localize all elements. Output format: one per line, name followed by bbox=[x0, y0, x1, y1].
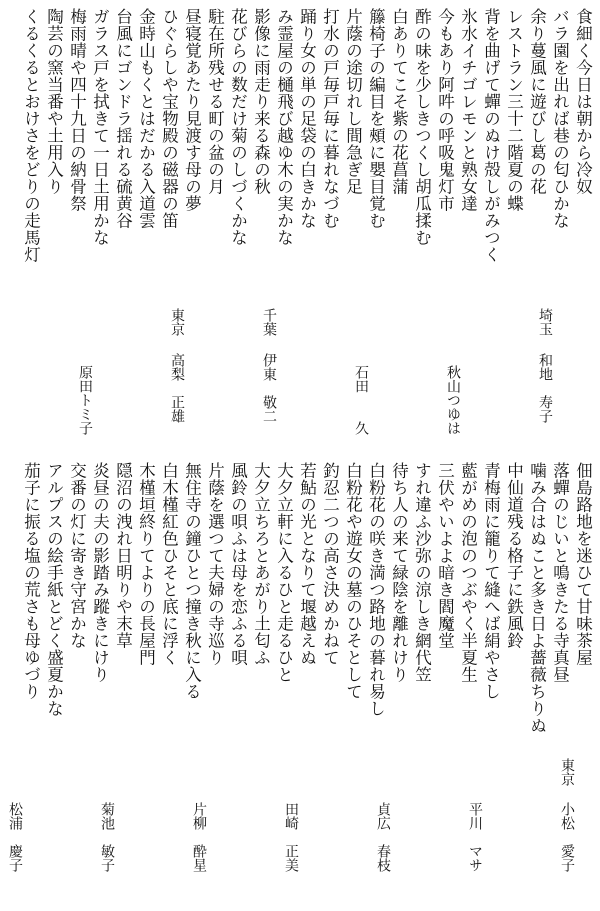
author-name: 伊東 敬二 bbox=[261, 353, 277, 423]
haiku-line: 噛み合はぬこと多き日よ薔薇ちりぬ bbox=[527, 462, 547, 734]
haiku-line: 若鮎の光となりて堰越えぬ bbox=[297, 462, 317, 666]
haiku-line: くるくるとおけさをどりの走馬灯 bbox=[21, 8, 41, 263]
author-name: 石田 久 bbox=[353, 365, 369, 435]
haiku-line: 青梅雨に籠りて縫へば絹やさし bbox=[481, 462, 501, 700]
haiku-line: 駐在所残せる町の盆の月 bbox=[205, 8, 225, 195]
haiku-line: 踊り女の単の足袋の白きかな bbox=[297, 8, 317, 229]
haiku-line: 無住寺の鐘ひとつ撞き秋に入る bbox=[182, 462, 202, 700]
haiku-line: 交番の灯に寄き守宮かな bbox=[67, 462, 87, 649]
haiku-line: レストラン三十二階夏の蝶 bbox=[504, 8, 524, 212]
haiku-line: 台風にゴンドラ揺れる硫黄谷 bbox=[113, 8, 133, 229]
author-location: 東京 bbox=[169, 308, 185, 336]
haiku-line: 金時山もくとはだかる入道雲 bbox=[136, 8, 156, 229]
haiku-line: 白ありてこそ紫の花菖蒲 bbox=[389, 8, 409, 195]
author-name: 高梨 正雄 bbox=[169, 353, 185, 423]
haiku-line: 待ち人の来て緑陰を離れけり bbox=[389, 462, 409, 683]
haiku-line: 打水の戸毎戸毎に暮れなづむ bbox=[320, 8, 340, 229]
haiku-line: ガラス戸を拭きて一日土用かな bbox=[90, 8, 110, 246]
author-name: 貞広 春枝 bbox=[375, 802, 391, 872]
haiku-line: 片蔭を選つて夫婦の寺巡り bbox=[205, 462, 225, 666]
haiku-line: 昼寝覚あたり見渡す母の夢 bbox=[182, 8, 202, 212]
haiku-line: 陶芸の窯当番や土用入り bbox=[44, 8, 64, 195]
haiku-line: 隠沼の洩れ日明りや末草 bbox=[113, 462, 133, 649]
haiku-block-top bbox=[0, 8, 600, 438]
haiku-line: 茄子に振る塩の荒さも母ゆづり bbox=[21, 462, 41, 700]
haiku-line: バラ園を出れば巷の匂ひかな bbox=[550, 8, 570, 229]
haiku-line: 風鈴の唄ふは母を恋ふる唄 bbox=[228, 462, 248, 666]
author-location: 東京 bbox=[559, 758, 575, 786]
author-name: 秋山つゆは bbox=[445, 365, 461, 435]
haiku-line: 余り蔓風に遊びし葛の花 bbox=[527, 8, 547, 195]
author-name: 松浦 慶子 bbox=[7, 802, 23, 872]
haiku-line: 三伏やいよよ暗き閻魔堂 bbox=[435, 462, 455, 649]
haiku-line: 今もあり阿吽の呼吸鬼灯市 bbox=[435, 8, 455, 212]
author-name: 菊池 敏子 bbox=[99, 802, 115, 872]
haiku-line: アルプスの絵手紙とどく盛夏かな bbox=[44, 462, 64, 717]
author-location: 埼玉 bbox=[537, 308, 553, 336]
author-name: 片柳 酔星 bbox=[191, 802, 207, 872]
haiku-line: すれ違ふ沙弥の涼しき網代笠 bbox=[412, 462, 432, 683]
haiku-line: 大夕立軒に入るひと走るひと bbox=[274, 462, 294, 683]
haiku-line: 氷水イチゴレモンと熟女達 bbox=[458, 8, 478, 212]
haiku-line: 藍がめの泡のつぶやく半夏生 bbox=[458, 462, 478, 683]
author-name: 原田トミ子 bbox=[77, 365, 93, 435]
haiku-line: 籐椅子の編目を頰に嬰目覚む bbox=[366, 8, 386, 229]
author-name: 平川 マサ bbox=[467, 802, 483, 872]
haiku-line: 酢の味を少しきつくし胡瓜揉む bbox=[412, 8, 432, 246]
author-name: 田崎 正美 bbox=[283, 802, 299, 872]
haiku-line: 白粉花や遊女の墓のひそとして bbox=[343, 462, 363, 700]
haiku-line: ひぐらしや宝物殿の磁器の笛 bbox=[159, 8, 179, 229]
haiku-line: 炎昼の夫の影踏み蹤きにけり bbox=[90, 462, 110, 683]
haiku-block-bottom bbox=[0, 462, 600, 892]
haiku-line: 大夕立ちろとあがり土匂ふ bbox=[251, 462, 271, 666]
haiku-line: 中仙道残る格子に鉄風鈴 bbox=[504, 462, 524, 649]
author-name: 和地 寿子 bbox=[537, 353, 553, 423]
haiku-line: 背を曲げて蟬のぬけ殻しがみつく bbox=[481, 8, 501, 263]
haiku-line: 白木槿紅色ひそと底に浮く bbox=[159, 462, 179, 666]
haiku-line: み霊屋の樋飛び越ゆ木の実かな bbox=[274, 8, 294, 246]
author-name: 小松 愛子 bbox=[559, 802, 575, 872]
haiku-line: 影像に雨走り来る森の秋 bbox=[251, 8, 271, 195]
haiku-line: 白粉花の咲き満つ路地の暮れ易し bbox=[366, 462, 386, 717]
haiku-line: 花びらの数だけ菊のしづくかな bbox=[228, 8, 248, 246]
haiku-line: 梅雨晴や四十九日の納骨祭 bbox=[67, 8, 87, 212]
haiku-line: 食細く今日は朝から冷奴 bbox=[573, 8, 593, 195]
haiku-line: 佃島路地を迷ひて甘味茶屋 bbox=[573, 462, 593, 666]
haiku-line: 釣忍二つの高さ決めかねて bbox=[320, 462, 340, 666]
author-location: 千葉 bbox=[261, 308, 277, 336]
haiku-line: 片蔭の途切れし間急ぎ足 bbox=[343, 8, 363, 195]
haiku-line: 木槿垣終りてよりの長屋門 bbox=[136, 462, 156, 666]
haiku-line: 落蟬のじいと鳴きたる寺真昼 bbox=[550, 462, 570, 683]
